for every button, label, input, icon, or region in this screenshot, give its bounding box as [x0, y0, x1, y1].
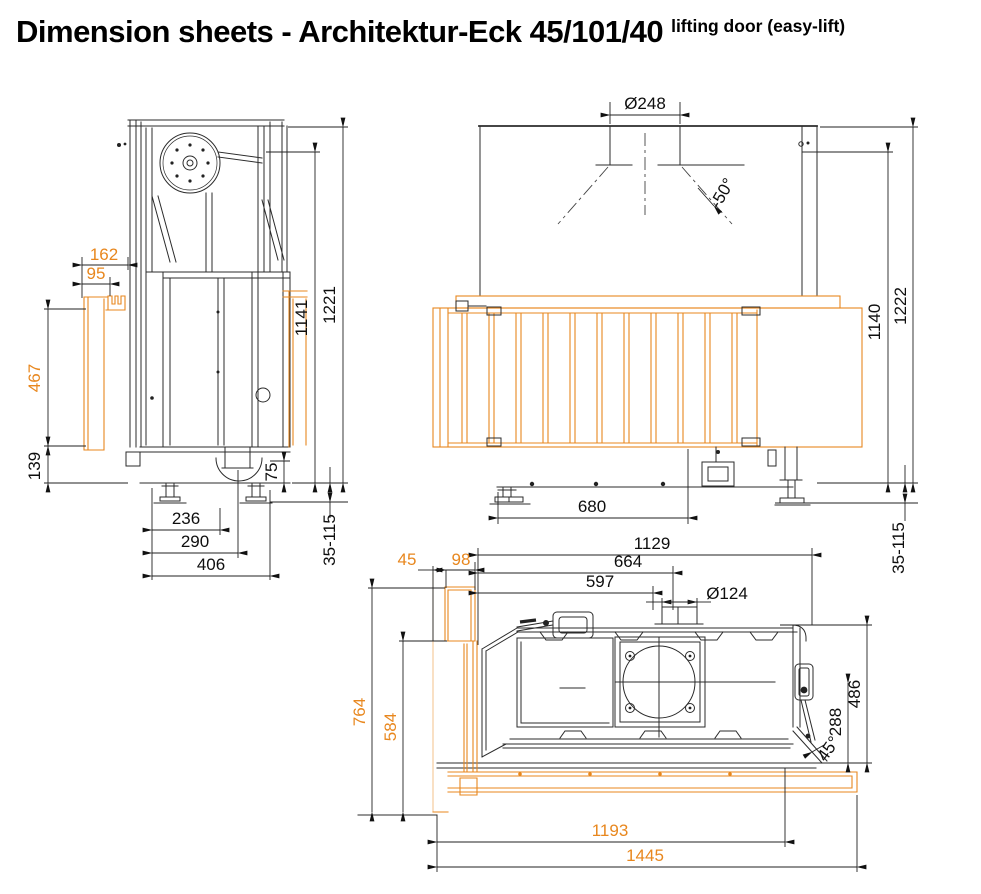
front-base	[490, 447, 810, 505]
side-view-cladding	[84, 291, 307, 450]
dim-side-467: 467	[25, 363, 44, 393]
page-title-suffix: lifting door (easy-lift)	[671, 16, 846, 36]
front-view	[433, 94, 918, 574]
plan-unit-outline	[437, 625, 827, 768]
dim-side-236: 236	[171, 509, 201, 528]
dim-side-139: 139	[25, 451, 44, 481]
plan-side-latch	[795, 664, 815, 742]
dim-front-680: 680	[577, 497, 607, 516]
dim-plan-288: 288	[826, 707, 845, 737]
dim-side-95: 95	[86, 264, 106, 283]
dim-plan-584: 584	[381, 712, 400, 742]
front-cladding	[433, 296, 862, 447]
dim-plan-486: 486	[845, 679, 864, 709]
dim-plan-1445: 1445	[626, 846, 664, 865]
dim-side-75: 75	[262, 462, 281, 482]
dim-plan-664: 664	[613, 552, 643, 571]
dim-plan-764: 764	[350, 697, 369, 727]
plan-view	[350, 534, 872, 872]
dim-plan-45: 45	[397, 550, 417, 569]
dim-plan-1193: 1193	[591, 821, 629, 840]
dim-side-1221: 1221	[320, 286, 339, 324]
dim-front-feet: 35-115	[889, 522, 908, 574]
dim-plan-597: 597	[585, 572, 615, 591]
front-view-frame	[480, 126, 817, 296]
dim-side-feet: 35-115	[320, 514, 339, 566]
front-unit-brackets	[456, 301, 760, 446]
dim-front-1140: 1140	[865, 303, 884, 341]
dim-plan-angle: 45°	[813, 732, 844, 765]
dim-side-1141: 1141	[292, 299, 311, 337]
side-view-frame	[126, 120, 290, 483]
dim-side-406: 406	[196, 555, 226, 574]
side-view-feet	[154, 483, 272, 503]
plan-inner-panels	[517, 607, 775, 737]
dim-front-flue: Ø248	[624, 94, 666, 113]
dim-plan-flue: Ø124	[706, 584, 748, 603]
dim-side-162: 162	[89, 245, 119, 264]
dim-plan-98: 98	[451, 550, 471, 569]
plan-lift-bracket	[517, 612, 593, 638]
dim-plan-1129: 1129	[633, 534, 671, 553]
page-title-main: Dimension sheets - Architektur-Eck 45/101/40	[16, 14, 664, 49]
plan-bench	[448, 772, 857, 795]
dim-side-290: 290	[180, 532, 210, 551]
dim-front-1222: 1222	[891, 287, 910, 325]
dim-front-angle: -50°	[706, 174, 739, 212]
pulley-wheel-icon	[160, 133, 220, 193]
side-view	[25, 120, 348, 580]
